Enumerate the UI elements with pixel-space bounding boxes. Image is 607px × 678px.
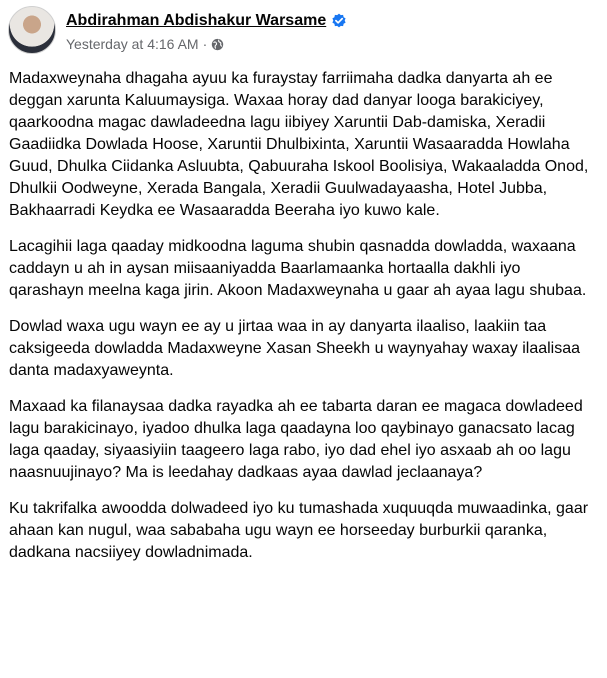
globe-icon[interactable] xyxy=(211,38,224,51)
post-paragraph-5: Ku takrifalka awoodda dolwadeed iyo ku tumashada xuquuqda muwaadinka, gaar ahaan kan nugul, waa sababaha ugu wayn ee horseeday burburkii qaranka, dadkana nacsiiyey dowladnimada. xyxy=(9,500,589,561)
timestamp-row xyxy=(66,35,347,53)
post-timestamp-link[interactable]: Yesterday at 4:16 AM xyxy=(66,36,199,52)
post-text xyxy=(9,68,599,578)
post-paragraph-3: Dowlad waxa ugu wayn ee ay u jirtaa waa in ay danyarta ilaaliso, laakiin taa caksigeeda dowladda Madaxweyne Xasan Sheekh u waynyahay waxay ilaalisaa danta madaxyaweynta. xyxy=(9,318,581,379)
author-row xyxy=(66,10,347,32)
post-paragraph-4: Maxaad ka filanaysaa dadka rayadka ah ee tabarta daran ee magaca dowladeed lagu barakicinayo, iyadoo dhulka laga qaadayna loo qaybinayo ganacsato lacag laga qaaday, siyaasiyiin taageero laga rabo, iyo dad ehel iyo asxaab ah oo lagu naasnuujinayo? Ma is leedahay dadkaas ayaa dawlad jeclaanaya? xyxy=(9,398,583,481)
author-avatar[interactable] xyxy=(8,6,56,54)
post-header xyxy=(8,6,347,62)
meta-separator: · xyxy=(202,36,208,52)
author-name-link[interactable]: Abdirahman Abdishakur Warsame xyxy=(66,12,327,29)
verified-badge-icon xyxy=(331,13,347,29)
post-meta xyxy=(66,10,347,53)
post-paragraph-1: Madaxweynaha dhagaha ayuu ka furaystay farriimaha dadka danyarta ah ee deggan xarunta Kaluumaysiga. Waxaa horay dad danyar looga barakiciyey, qaarkoodna magac dawladeedna lagu iibiyey Xaruntii Dab-damiska, Xeradii Gaadiidka Dowlada Hoose, Xaruntii Dhulbixinta, Xaruntii Wasaaradda Howlaha Guud, Dhulka Ciidanka Asluubta, Qabuuraha Iskool Boolisiya, Wakaaladda Onod, Dhulkii Oodweyne, Xerada Bangala, Xeradii Guulwadayaasha, Hotel Jubba, Bakhaarradi Keydka ee Wasaaradda Beeraha iyo kuwo kale. xyxy=(9,70,589,219)
post-paragraph-2: Lacagihii laga qaaday midkoodna laguma shubin qasnadda dowladda, waxaana caddayn u ah in aysan miisaaniyadda Baarlamaanka hortaalla dakhli iyo qarashayn meelna kaga jirin. Akoon Madaxweynaha u gaar ah ayaa lagu shubaa. xyxy=(9,238,587,299)
